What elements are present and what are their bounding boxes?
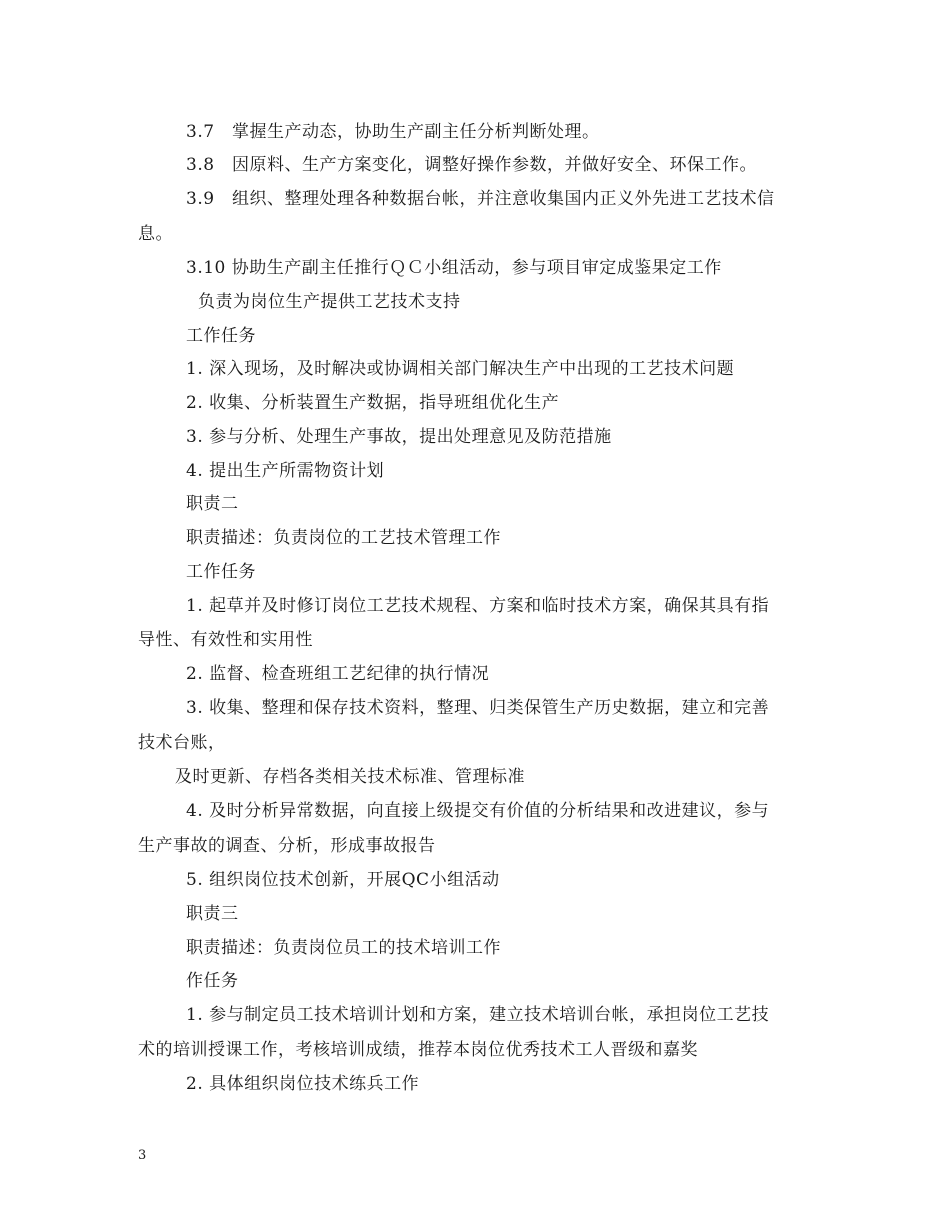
list-item: 1. 深入现场，及时解决或协调相关部门解决生产中出现的工艺技术问题 — [186, 359, 735, 379]
paragraph-line: 3.9 组织、整理处理各种数据台帐，并注意收集国内正义外先进工艺技术信 — [186, 189, 775, 209]
page-number: 3 — [138, 1148, 147, 1163]
paragraph-line: 3.10 协助生产副主任推行ＱＣ小组活动，参与项目审定成鉴果定工作 — [186, 258, 722, 278]
paragraph-line: 3.7 掌握生产动态，协助生产副主任分析判断处理。 — [186, 122, 600, 142]
section-heading: 职责三 — [186, 904, 239, 924]
paragraph-line: 术的培训授课工作，考核培训成绩，推荐本岗位优秀技术工人晋级和嘉奖 — [138, 1040, 698, 1060]
list-item: 1. 起草并及时修订岗位工艺技术规程、方案和临时技术方案，确保其具有指 — [186, 596, 770, 616]
list-item: 2. 具体组织岗位技术练兵工作 — [186, 1074, 420, 1094]
section-heading: 工作任务 — [186, 326, 256, 346]
paragraph-line: 生产事故的调查、分析，形成事故报告 — [138, 836, 436, 856]
section-heading: 作任务 — [186, 971, 239, 991]
list-item: 4. 及时分析异常数据，向直接上级提交有价值的分析结果和改进建议，参与 — [186, 801, 770, 821]
list-item: 3. 参与分析、处理生产事故，提出处理意见及防范措施 — [186, 427, 612, 447]
paragraph-line: 负责为岗位生产提供工艺技术支持 — [198, 292, 461, 312]
list-item: 4. 提出生产所需物资计划 — [186, 461, 385, 481]
list-item: 1. 参与制定员工技术培训计划和方案，建立技术培训台帐，承担岗位工艺技 — [186, 1005, 770, 1025]
list-item: 5. 组织岗位技术创新，开展QC小组活动 — [186, 870, 500, 890]
paragraph-line: 3.8 因原料、生产方案变化，调整好操作参数，并做好安全、环保工作。 — [186, 155, 758, 175]
paragraph-line: 及时更新、存档各类相关技术标准、管理标准 — [175, 767, 525, 787]
paragraph-line: 职责描述：负责岗位的工艺技术管理工作 — [186, 528, 501, 548]
section-heading: 职责二 — [186, 494, 239, 514]
paragraph-line: 职责描述：负责岗位员工的技术培训工作 — [186, 938, 501, 958]
paragraph-line: 息。 — [138, 224, 173, 244]
paragraph-line: 导性、有效性和实用性 — [138, 630, 313, 650]
list-item: 2. 监督、检查班组工艺纪律的执行情况 — [186, 664, 490, 684]
list-item: 2. 收集、分析装置生产数据，指导班组优化生产 — [186, 393, 560, 413]
list-item: 3. 收集、整理和保存技术资料，整理、归类保管生产历史数据，建立和完善 — [186, 698, 770, 718]
section-heading: 工作任务 — [186, 562, 256, 582]
paragraph-line: 技术台账， — [138, 733, 226, 753]
